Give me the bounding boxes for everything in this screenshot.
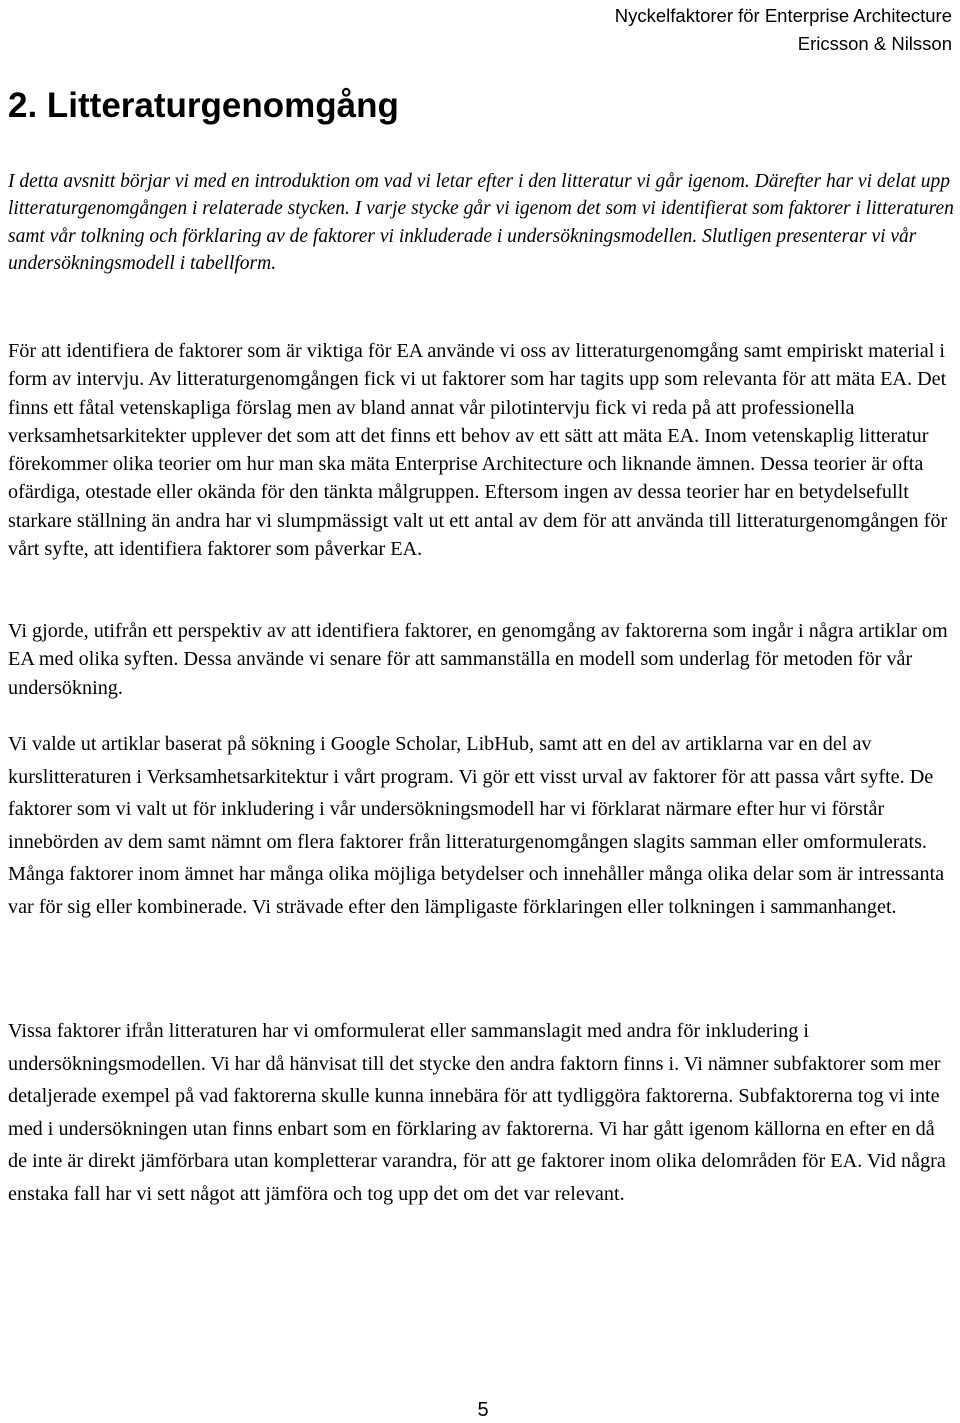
- authors: Ericsson & Nilsson: [797, 33, 952, 54]
- body-paragraph-4: Vissa faktorer ifrån litteraturen har vi omformulerat eller sammanslagit med andra för inkludering i undersökningsmodellen. Vi har då hänvisat till det stycke den andra faktorn finns i. Vi nämner subfaktorer som mer detaljerade exempel på vad faktorerna skulle kunna innebära för att tydliggöra faktorerna. Subfaktorerna tog vi inte med i undersökningen utan finns enbart som en förklaring av faktorerna. Vi har gått igenom källorna en efter en då de inte är direkt jämförbara utan kompletterar varandra, för att ge faktorer inom olika delområden för EA. Vid några enstaka fall har vi sett något att jämföra och tog upp det om det var relevant.: [8, 1020, 946, 1205]
- body-paragraph-3: Vi valde ut artiklar baserat på sökning i Google Scholar, LibHub, samt att en del av artiklarna var en del av kurslitteraturen i Verksamhetsarkitektur i vårt program. Vi gör ett visst urval av faktorer för att passa vårt syfte. De faktorer som vi valt ut för inkludering i vår undersökningsmodell har vi förklarat närmare efter hur vi förstår innebörden av dem samt nämnt om flera faktorer från litteraturgenomgången slagits samman eller omformulerats. Många faktorer inom ämnet har många olika möjliga betydelser och innehåller många olika delar som är intressanta var för sig eller kombinerade. Vi strävade efter den lämpligaste förklaringen eller tolkningen i sammanhanget.: [8, 733, 945, 918]
- intro-paragraph: I detta avsnitt börjar vi med en introduktion om vad vi letar efter i den litteratur vi går igenom. Därefter har vi delat upp litteraturgenomgången i relaterade stycken. I varje stycke går vi igenom det som vi identifierat som faktorer i litteraturen samt vår tolkning och förklaring av de faktorer vi inkluderade i undersökningsmodellen. Slutligen presenterar vi vår undersökningsmodell i tabellform.: [8, 171, 954, 274]
- chapter-title: 2. Litteraturgenomgång: [8, 86, 399, 125]
- document-title: Nyckelfaktorer för Enterprise Architecture: [614, 5, 952, 26]
- page-header: [615, 2, 952, 58]
- page-number: 5: [477, 1399, 489, 1421]
- body-paragraph-2: Vi gjorde, utifrån ett perspektiv av att identifiera faktorer, en genomgång av faktorerna som ingår i några artiklar om EA med olika syften. Dessa använde vi senare för att sammanställa en modell som underlag för metoden för vår undersökning.: [8, 620, 948, 699]
- body-paragraph-1: För att identifiera de faktorer som är viktiga för EA använde vi oss av litteraturgenomgång samt empiriskt material i form av intervju. Av litteraturgenomgången fick vi ut faktorer som har tagits upp som relevanta för att mäta EA. Det finns ett fåtal vetenskapliga förslag men av bland annat vår pilotintervju fick vi reda på att professionella verksamhetsarkitekter upplever det som att det finns ett behov av ett sätt att mäta EA. Inom vetenskaplig litteratur förekommer olika teorier om hur man ska mäta Enterprise Architecture och liknande ämnen. Dessa teorier är ofta ofärdiga, otestade eller okända för den tänkta målgruppen. Eftersom ingen av dessa teorier har en betydelsefullt starkare ställning än andra har vi slumpmässigt valt ut ett antal av dem för att använda till litteraturgenomgången för vårt syfte, att identifiera faktorer som påverkar EA.: [8, 340, 948, 561]
